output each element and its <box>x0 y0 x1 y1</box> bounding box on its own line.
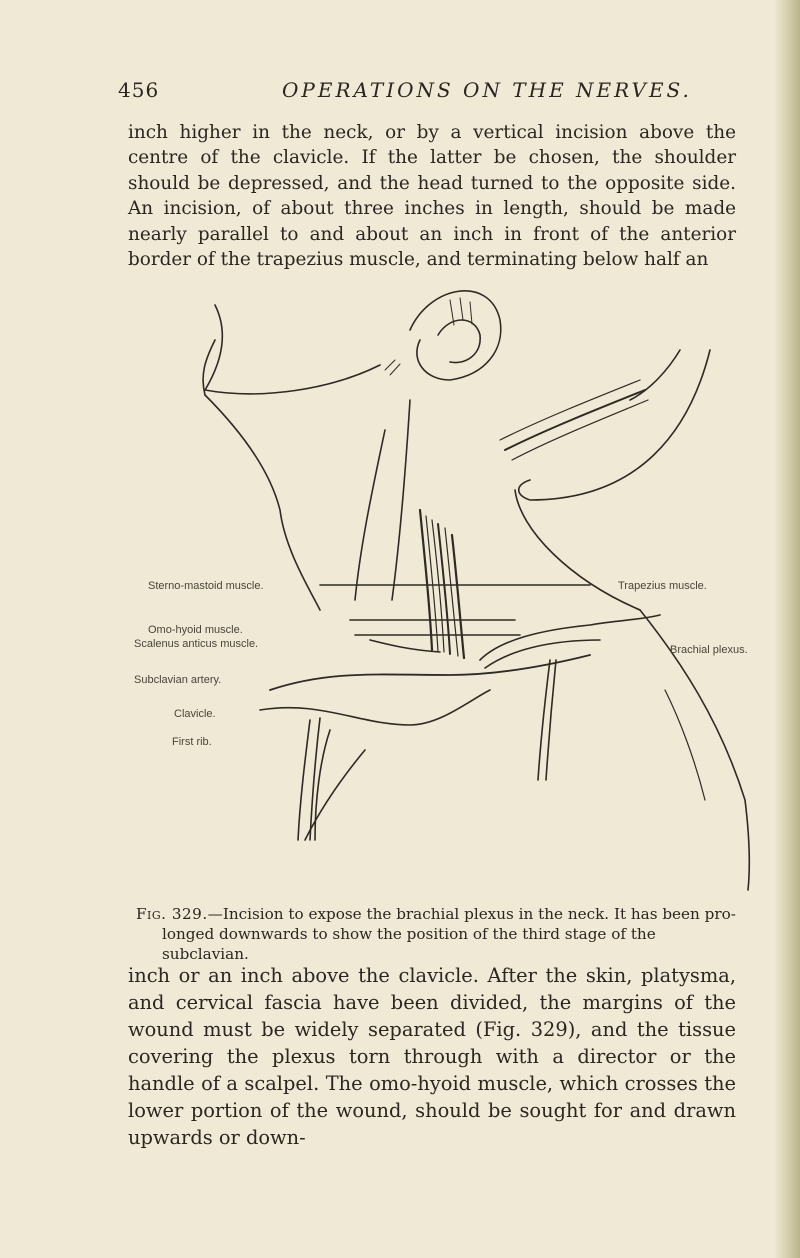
figure-number: Fig. 329. <box>136 905 208 923</box>
page-header <box>118 78 708 108</box>
shoulder-contour <box>519 350 710 500</box>
figure-caption <box>136 904 742 964</box>
label-omo-hyoid: Omo-hyoid muscle. <box>148 624 243 636</box>
artery-stage <box>538 660 550 780</box>
paragraph-top: inch higher in the neck, or by a vertical incision above the centre of the clavicle. If the latter be chosen, the shoulder should be depressed, and the head turned to the opposite side. An incision, of about three inches in length, should be made nearly parallel to and about an inch in front of the anterior border of the trapezius muscle, and terminating below half an <box>128 122 736 271</box>
label-subclavian-artery: Subclavian artery. <box>134 674 222 686</box>
caption-line-2: longed downwards to show the position of the third stage of the subclavian. <box>162 925 656 963</box>
jaw-outline <box>205 305 380 394</box>
label-brachial-plexus: Brachial plexus. <box>670 644 748 656</box>
label-clavicle: Clavicle. <box>174 708 216 720</box>
caption-line-1: —Incision to expose the brachial plexus in the neck. It has been pro- <box>207 905 736 923</box>
clavicle-outline <box>270 655 590 690</box>
neck-left-contour <box>205 395 320 610</box>
label-scalenus: Scalenus anticus muscle. <box>134 638 259 650</box>
label-trapezius: Trapezius muscle. <box>618 580 707 592</box>
paragraph-bottom: inch or an inch above the clavicle. After the skin, platysma, and cervical fascia have been divided, the margins of the wound must be widely separated (Fig. 329), and the tissue covering the plexus torn through with a director or the handle of a scalpel. The omo-hyoid muscle, which crosses the lower portion of the wound, should be sought for and drawn upwards or down- <box>128 964 736 1149</box>
page-number: 456 <box>118 78 160 102</box>
page-edge <box>774 0 800 1258</box>
ear-outline <box>410 291 501 380</box>
anatomical-figure <box>120 280 760 900</box>
running-title: OPERATIONS ON THE NERVES. <box>282 78 692 102</box>
first-rib-outline <box>260 690 490 725</box>
label-first-rib: First rib. <box>172 736 212 748</box>
brachial-plexus-cords <box>480 615 660 660</box>
label-sterno-mastoid: Sterno-mastoid muscle. <box>148 580 264 592</box>
